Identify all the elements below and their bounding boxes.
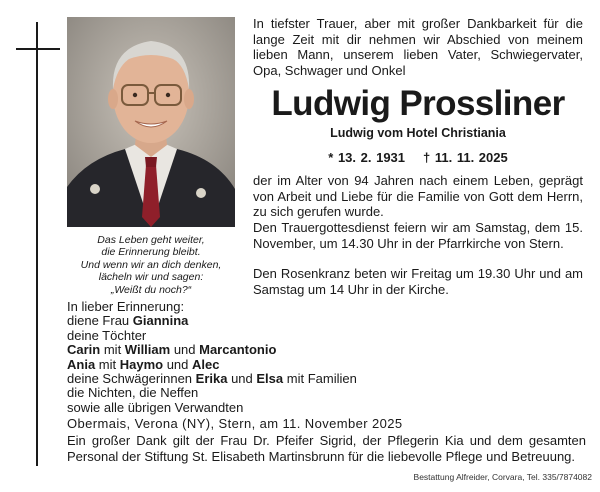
undertaker-credit: Bestattung Alfreider, Corvara, Tel. 335/7874082: [413, 472, 592, 482]
list-item: deine Schwägerinnen Erika und Elsa mit Familien: [67, 371, 357, 387]
rosary-paragraph: Den Rosenkranz beten wir Freitag um 19.30 Uhr und am Samstag um 14 Uhr in der Kirche.: [253, 266, 583, 297]
thanks-paragraph: Ein großer Dank gilt der Frau Dr. Pfeifer Sigrid, der Pflegerin Kia und dem gesamten Personal der Stiftung St. Elisabeth Martinsbrunn für die liebevolle Pflege und Betreuung.: [67, 433, 586, 464]
intro-text: In tiefster Trauer, aber mit großer Dankbarkeit für die lange Zeit mit dir nehmen wir Abschied von meinem lieben Mann, unserem lieben Vater, Schwiegervater, Opa, Schwager und Onkel: [253, 16, 583, 78]
list-item: Carin mit William und Marcantonio: [67, 342, 277, 358]
survivors-heading: In lieber Erinnerung:: [67, 299, 185, 314]
quote-line: Das Leben geht weiter,: [97, 234, 205, 246]
list-item: die Nichten, die Neffen: [67, 385, 199, 401]
list-item: Ania mit Haymo und Alec: [67, 356, 220, 372]
deceased-nickname: Ludwig vom Hotel Christiania: [330, 126, 506, 140]
birth-date: * 13. 2. 1931: [328, 150, 406, 165]
portrait-photo: [67, 17, 235, 227]
deceased-name: Ludwig Prossliner: [271, 84, 565, 123]
life-dates: [253, 150, 583, 165]
survivors-list: [67, 300, 527, 415]
list-item: sowie alle übrigen Verwandten: [67, 399, 244, 415]
funeral-service-paragraph: Den Trauergottesdienst feiern wir am Samstag, dem 15. November, um 14.30 Uhr in der Pfarrkirche von Stern.: [253, 220, 583, 251]
cross-icon-bar: [16, 48, 60, 50]
quote-line: Und wenn wir an dich denken,: [80, 258, 222, 271]
cross-icon: [36, 22, 38, 466]
death-date: † 11. 11. 2025: [423, 150, 508, 165]
age-paragraph: der im Alter von 94 Jahren nach einem Leben, geprägt von Arbeit und Liebe für die Familie von Gott dem Herrn, zu sich gerufen wurde.: [253, 173, 583, 220]
quote-line: die Erinnerung bleibt.: [101, 246, 201, 259]
list-item: deine Töchter: [67, 327, 147, 343]
place-and-date: Obermais, Verona (NY), Stern, am 11. November 2025: [67, 416, 403, 431]
memorial-quote: [60, 234, 242, 296]
quote-line: „Weißt du noch?“: [110, 283, 192, 296]
quote-line: lächeln wir und sagen:: [98, 271, 204, 284]
list-item: diene Frau Giannina: [67, 313, 189, 329]
